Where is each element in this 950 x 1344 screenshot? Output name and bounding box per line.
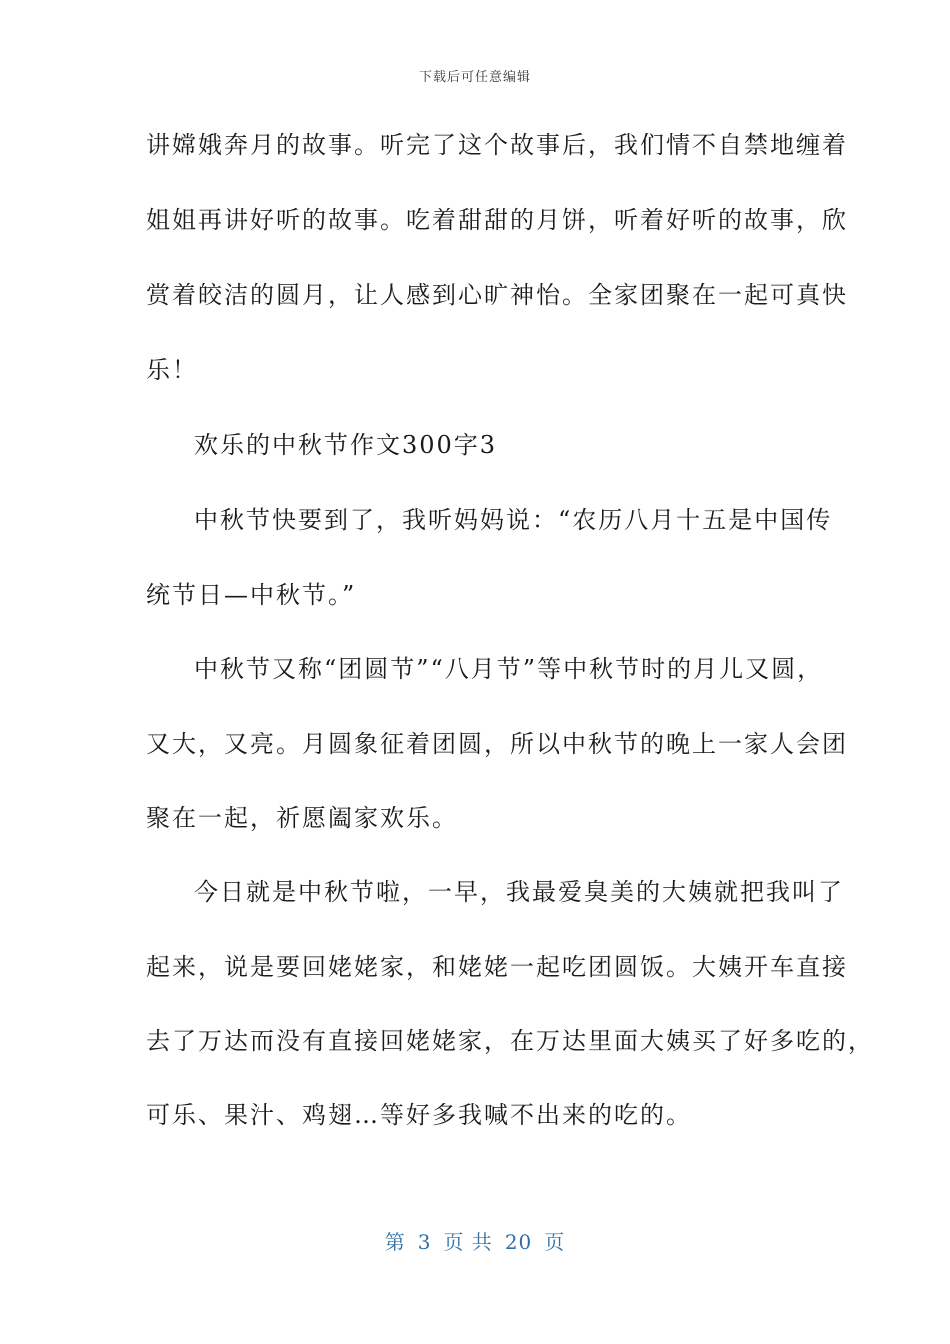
page-header: 下载后可任意编辑 [418, 70, 531, 85]
section-title: 欢乐的中秋节作文300字3 [194, 431, 498, 459]
footer-total-pages: 20 [504, 1230, 533, 1254]
paragraph-line: 姐姐再讲好听的故事。吃着甜甜的月饼，听着好听的故事，欣 [146, 206, 848, 234]
paragraph-line: 中秋节又称“团圆节”“八月节”等中秋节时的月儿又圆， [194, 655, 824, 683]
paragraph-line: 起来，说是要回姥姥家，和姥姥一起吃团圆饭。大姨开车直接 [146, 953, 848, 981]
paragraph-line: 中秋节快要到了，我听妈妈说：“农历八月十五是中国传 [194, 506, 833, 534]
footer-page-number: 3 [417, 1230, 432, 1254]
paragraph-line: 可乐、果汁、鸡翅…等好多我喊不出来的吃的。 [146, 1101, 692, 1129]
paragraph-line: 统节日—中秋节。” [146, 581, 357, 609]
paragraph-line: 聚在一起，祈愿阖家欢乐。 [146, 804, 458, 832]
footer-prefix: 第 [384, 1230, 406, 1254]
paragraph-line: 去了万达而没有直接回姥姥家，在万达里面大姨买了好多吃的， [146, 1027, 874, 1055]
paragraph-line: 讲嫦娥奔月的故事。听完了这个故事后，我们情不自禁地缠着 [146, 131, 848, 159]
paragraph-line: 又大，又亮。月圆象征着团圆，所以中秋节的晚上一家人会团 [146, 730, 848, 758]
paragraph-line: 今日就是中秋节啦，一早，我最爱臭美的大姨就把我叫了 [194, 878, 844, 906]
footer-suffix: 页 [544, 1230, 566, 1254]
paragraph-line: 赏着皎洁的圆月，让人感到心旷神怡。全家团聚在一起可真快 [146, 281, 848, 309]
footer-middle: 页 共 [443, 1230, 493, 1254]
paragraph-line: 乐！ [146, 356, 198, 384]
page-footer [0, 1226, 950, 1255]
